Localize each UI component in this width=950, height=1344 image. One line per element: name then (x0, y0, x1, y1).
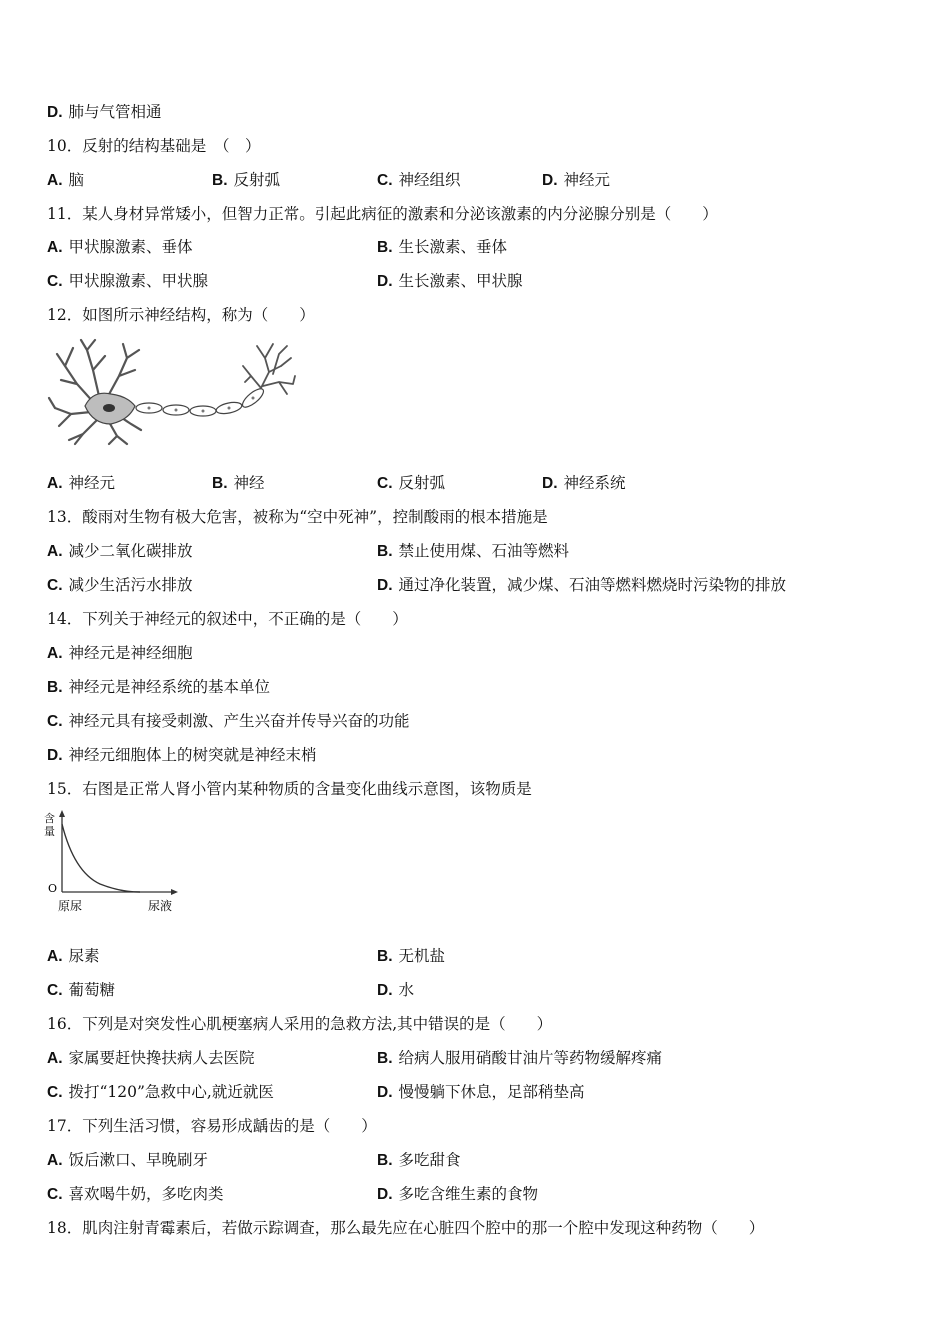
q12-option-b (212, 473, 265, 494)
option-label: A. (47, 948, 63, 965)
option-text: 神经系统 (563, 474, 626, 492)
option-text: 多吃甜食 (398, 1151, 461, 1169)
option-text: 喜欢喝牛奶，多吃肉类 (68, 1185, 224, 1203)
option-label: A. (47, 1152, 63, 1169)
q17-option-a (47, 1150, 208, 1171)
q11-option-b (377, 237, 507, 258)
concentration-curve (62, 824, 140, 892)
q17-stem: 17．下列生活习惯，容易形成龋齿的是（ ） (47, 1117, 377, 1135)
q15-option-d (377, 980, 414, 1001)
q12-stem: 12．如图所示神经结构，称为（ ） (47, 306, 315, 324)
option-label: D. (47, 104, 63, 121)
option-label: C. (47, 713, 63, 730)
option-text: 神经元 (563, 171, 611, 189)
neuron-diagram (47, 336, 297, 448)
option-label: A. (47, 645, 63, 662)
option-label: C. (47, 273, 63, 290)
option-label: B. (377, 1050, 393, 1067)
q11-stem: 11．某人身材异常矮小，但智力正常。引起此病征的激素和分泌该激素的内分泌腺分别是（ ） (47, 205, 718, 223)
q13-option-b (377, 541, 569, 562)
option-label: D. (377, 982, 393, 999)
option-text: 减少二氧化碳排放 (68, 542, 193, 560)
q14-option-d (47, 745, 317, 766)
option-label: C. (47, 1084, 63, 1101)
y-axis-arrow-icon (59, 810, 65, 817)
option-label: D. (542, 475, 558, 492)
q15-option-a (47, 946, 100, 967)
option-label: B. (377, 543, 393, 560)
option-text: 神经元具有接受刺激、产生兴奋并传导兴奋的功能 (68, 712, 410, 730)
q17-option-b (377, 1150, 461, 1171)
q15-option-b (377, 946, 445, 967)
option-label: D. (47, 747, 63, 764)
option-label: C. (47, 577, 63, 594)
q11-option-c (47, 271, 208, 292)
option-text: 反射弧 (233, 171, 281, 189)
option-label: A. (47, 475, 63, 492)
option-label: A. (47, 239, 63, 256)
q10-option-c (377, 170, 461, 191)
q13-option-d (377, 575, 786, 596)
q14-option-c (47, 711, 410, 732)
option-label: B. (212, 475, 228, 492)
q13-option-c (47, 575, 193, 596)
option-label: C. (377, 172, 393, 189)
option-label: C. (47, 982, 63, 999)
option-text: 通过净化装置，减少煤、石油等燃料燃烧时污染物的排放 (398, 576, 787, 594)
q10-stem: 10．反射的结构基础是 （ ） (47, 137, 261, 155)
x-axis-arrow-icon (171, 889, 178, 895)
option-label: D. (377, 1186, 393, 1203)
option-label: D. (377, 577, 393, 594)
x-label-end: 尿液 (148, 899, 173, 913)
q16-stem: 16．下列是对突发性心肌梗塞病人采用的急救方法,其中错误的是（ ） (47, 1015, 553, 1033)
option-text: 肺与气管相通 (68, 103, 162, 121)
option-text: 葡萄糖 (68, 981, 116, 999)
option-text: 生长激素、垂体 (398, 238, 508, 256)
option-text: 神经元是神经细胞 (68, 644, 193, 662)
q11-option-d (377, 271, 523, 292)
option-text: 反射弧 (398, 474, 446, 492)
q14-stem: 14．下列关于神经元的叙述中，不正确的是（ ） (47, 610, 408, 628)
q16-option-b (377, 1048, 662, 1069)
option-text: 脑 (68, 171, 85, 189)
option-text: 尿素 (68, 947, 100, 965)
q9-option-d (47, 102, 162, 123)
x-label-start: 原尿 (58, 899, 83, 913)
q11-option-a (47, 237, 193, 258)
option-text: 禁止使用煤、石油等燃料 (398, 542, 570, 560)
option-label: D. (542, 172, 558, 189)
option-label: B. (47, 679, 63, 696)
option-text: 饭后漱口、早晚刷牙 (68, 1151, 209, 1169)
concentration-curve-graph (40, 810, 190, 920)
option-text: 给病人服用硝酸甘油片等药物缓解疼痛 (398, 1049, 663, 1067)
option-label: A. (47, 1050, 63, 1067)
option-text: 家属要赶快搀扶病人去医院 (68, 1049, 255, 1067)
option-label: D. (377, 273, 393, 290)
q12-option-a (47, 473, 115, 494)
y-label-1: 含 (44, 812, 55, 825)
option-label: A. (47, 543, 63, 560)
q10-option-b (212, 170, 280, 191)
q14-option-b (47, 677, 270, 698)
option-text: 甲状腺激素、甲状腺 (68, 272, 209, 290)
q16-option-c (47, 1082, 274, 1103)
q14-option-a (47, 643, 193, 664)
option-text: 慢慢躺下休息，足部稍垫高 (398, 1083, 585, 1101)
option-label: C. (377, 475, 393, 492)
option-text: 生长激素、甲状腺 (398, 272, 523, 290)
origin-label: O (48, 882, 58, 895)
option-text: 水 (398, 981, 415, 999)
q18-stem: 18．肌肉注射青霉素后，若做示踪调查，那么最先应在心脏四个腔中的那一个腔中发现这种药物（ ） (47, 1219, 765, 1237)
y-label-2: 量 (44, 825, 55, 838)
option-label: B. (377, 1152, 393, 1169)
option-text: 神经元是神经系统的基本单位 (68, 678, 271, 696)
option-label: D. (377, 1084, 393, 1101)
q17-option-d (377, 1184, 538, 1205)
q13-option-a (47, 541, 193, 562)
q10-option-a (47, 170, 84, 191)
option-text: 无机盐 (398, 947, 446, 965)
option-label: B. (377, 948, 393, 965)
option-text: 神经组织 (398, 171, 461, 189)
option-text: 减少生活污水排放 (68, 576, 193, 594)
option-text: 甲状腺激素、垂体 (68, 238, 193, 256)
option-label: B. (377, 239, 393, 256)
q15-stem: 15．右图是正常人肾小管内某种物质的含量变化曲线示意图，该物质是 (47, 780, 532, 798)
q12-option-d (542, 473, 626, 494)
option-label: B. (212, 172, 228, 189)
option-text: 拨打“120”急救中心,就近就医 (68, 1083, 274, 1101)
option-text: 神经 (233, 474, 265, 492)
q12-option-c (377, 473, 445, 494)
option-label: C. (47, 1186, 63, 1203)
option-text: 多吃含维生素的食物 (398, 1185, 539, 1203)
option-text: 神经元细胞体上的树突就是神经末梢 (68, 746, 317, 764)
option-label: A. (47, 172, 63, 189)
q13-stem: 13．酸雨对生物有极大危害，被称为“空中死神”，控制酸雨的根本措施是 (47, 508, 548, 526)
q15-option-c (47, 980, 115, 1001)
q17-option-c (47, 1184, 224, 1205)
q10-option-d (542, 170, 610, 191)
option-text: 神经元 (68, 474, 116, 492)
q16-option-a (47, 1048, 255, 1069)
q16-option-d (377, 1082, 585, 1103)
